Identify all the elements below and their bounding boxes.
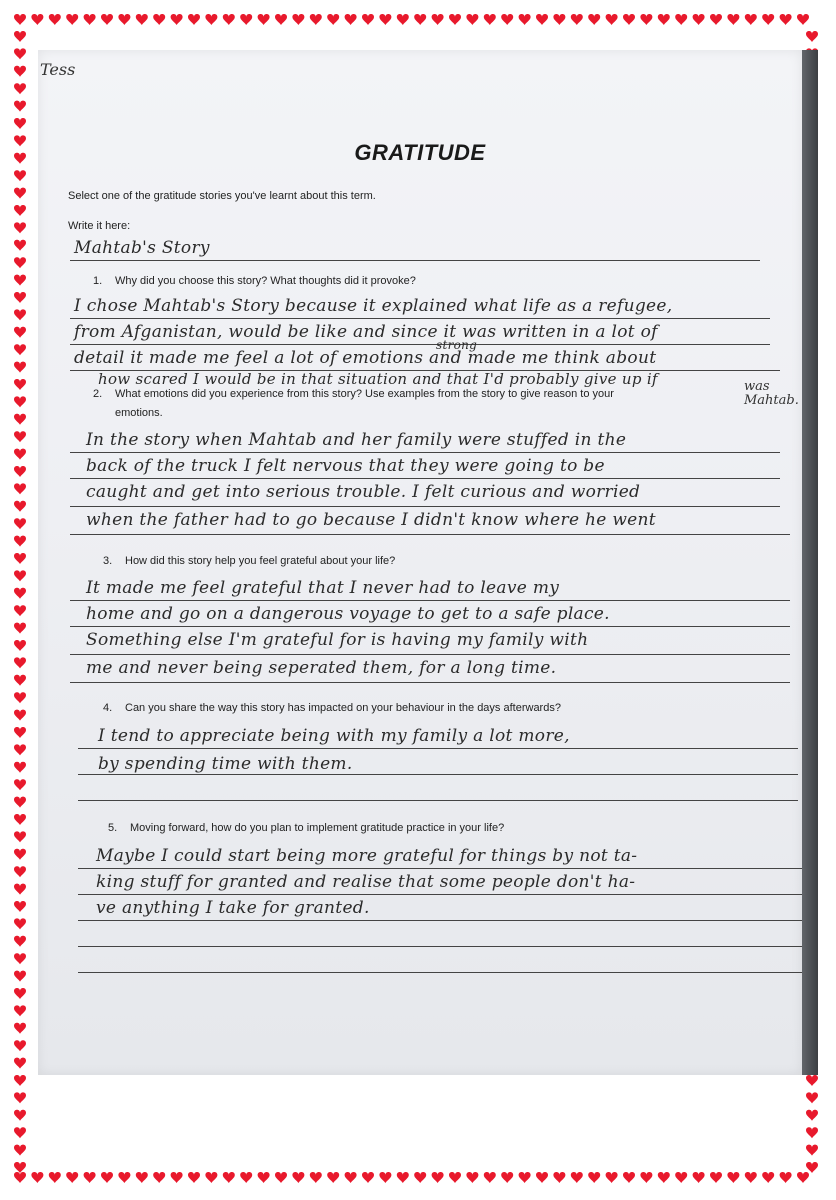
heart-icon: [14, 849, 26, 860]
heart-icon: [14, 1162, 26, 1173]
heart-icon: [14, 1092, 26, 1103]
answer-line: [78, 946, 802, 947]
heart-icon: [14, 1145, 26, 1156]
heart-icon: [588, 1172, 600, 1183]
heart-icon: [745, 1172, 757, 1183]
heart-icon: [14, 222, 26, 233]
q3-answer-line-3: Something else I'm grateful for is having my family with: [86, 630, 589, 650]
heart-icon: [14, 744, 26, 755]
heart-icon: [49, 14, 61, 25]
heart-icon: [14, 1058, 26, 1069]
heart-icon: [432, 1172, 444, 1183]
heart-icon: [14, 797, 26, 808]
heart-icon: [745, 14, 757, 25]
heart-icon: [397, 1172, 409, 1183]
q3-answer-line-2: home and go on a dangerous voyage to get to a safe place.: [86, 604, 610, 624]
heart-icon: [14, 66, 26, 77]
heart-icon: [14, 588, 26, 599]
heart-icon: [223, 1172, 235, 1183]
heart-icon: [136, 1172, 148, 1183]
heart-icon: [310, 14, 322, 25]
heart-icon: [553, 14, 565, 25]
answer-line: [70, 478, 780, 479]
heart-icon: [14, 118, 26, 129]
heart-icon: [49, 1172, 61, 1183]
heart-icon: [14, 170, 26, 181]
heart-icon: [14, 14, 26, 25]
q3-answer-line-4: me and never being seperated them, for a long time.: [86, 658, 557, 678]
heart-icon: [623, 14, 635, 25]
q5-answer-line-2: king stuff for granted and realise that some people don't ha-: [96, 872, 636, 892]
heart-icon: [379, 1172, 391, 1183]
answer-line: [70, 600, 790, 601]
q3-answer-line-1: It made me feel grateful that I never had to leave my: [86, 578, 560, 598]
heart-icon: [14, 675, 26, 686]
heart-icon: [571, 14, 583, 25]
q5-answer-line-3: ve anything I take for granted.: [96, 898, 370, 918]
heart-icon: [205, 14, 217, 25]
heart-icon: [806, 31, 818, 42]
heart-icon: [780, 14, 792, 25]
heart-icon: [188, 14, 200, 25]
heart-icon: [14, 292, 26, 303]
heart-icon: [14, 1110, 26, 1121]
heart-icon: [14, 327, 26, 338]
heart-icon: [327, 14, 339, 25]
heart-icon: [466, 14, 478, 25]
answer-line: [78, 868, 802, 869]
q4-answer-line-2: by spending time with them.: [98, 754, 353, 774]
heart-icon: [101, 1172, 113, 1183]
question-4: 4. Can you share the way this story has impacted on your behaviour in the days afterwards?: [103, 702, 561, 714]
heart-icon: [806, 1092, 818, 1103]
heart-icon: [14, 1127, 26, 1138]
heart-icon: [14, 623, 26, 634]
write-label: Write it here:: [68, 220, 131, 232]
heart-icon: [806, 1075, 818, 1086]
heart-icon: [806, 1110, 818, 1121]
heart-icon: [606, 1172, 618, 1183]
heart-icon: [14, 831, 26, 842]
heart-icon: [14, 518, 26, 529]
worksheet-title: GRATITUDE: [354, 140, 486, 165]
heart-icon: [101, 14, 113, 25]
heart-icon: [14, 570, 26, 581]
heart-icon: [292, 14, 304, 25]
heart-icon: [14, 344, 26, 355]
heart-icon: [14, 83, 26, 94]
heart-icon: [501, 14, 513, 25]
heart-icon: [501, 1172, 513, 1183]
heart-icon: [449, 1172, 461, 1183]
worksheet-photo: [38, 50, 802, 1075]
story-answer: Mahtab's Story: [74, 238, 210, 258]
heart-icon: [362, 14, 374, 25]
answer-line: [78, 894, 802, 895]
heart-icon: [14, 135, 26, 146]
q1-answer-line-1: I chose Mahtab's Story because it explained what life as a refugee,: [74, 296, 673, 316]
answer-line: [70, 452, 780, 453]
heart-icon: [14, 396, 26, 407]
heart-icon: [640, 14, 652, 25]
heart-icon: [14, 1075, 26, 1086]
heart-icon: [623, 1172, 635, 1183]
heart-icon: [606, 14, 618, 25]
heart-icon: [66, 14, 78, 25]
heart-icon: [571, 1172, 583, 1183]
heart-icon: [536, 14, 548, 25]
q2-answer-line-1: In the story when Mahtab and her family were stuffed in the: [86, 430, 627, 450]
heart-icon: [258, 1172, 270, 1183]
heart-icon: [588, 14, 600, 25]
heart-icon: [14, 936, 26, 947]
answer-line: [70, 534, 790, 535]
heart-icon: [14, 727, 26, 738]
heart-icon: [449, 14, 461, 25]
heart-icon: [14, 553, 26, 564]
heart-icon: [14, 692, 26, 703]
heart-icon: [14, 188, 26, 199]
heart-icon: [84, 14, 96, 25]
heart-icon: [806, 1145, 818, 1156]
heart-icon: [84, 1172, 96, 1183]
heart-icon: [675, 1172, 687, 1183]
answer-line: [78, 800, 798, 801]
q1-margin-note: was Mahtab.: [744, 379, 799, 408]
heart-icon: [14, 1023, 26, 1034]
answer-line: [70, 506, 780, 507]
heart-icon: [345, 14, 357, 25]
heart-icon: [14, 240, 26, 251]
heart-icon: [14, 988, 26, 999]
answer-line: [78, 774, 798, 775]
question-2-continued: emotions.: [115, 407, 163, 419]
heart-icon: [14, 431, 26, 442]
heart-icon: [275, 1172, 287, 1183]
q1-insertion: strong: [436, 338, 478, 352]
q5-answer-line-1: Maybe I could start being more grateful for things by not ta-: [96, 846, 638, 866]
heart-icon: [432, 14, 444, 25]
heart-icon: [762, 14, 774, 25]
heart-icon: [553, 1172, 565, 1183]
heart-icon: [14, 657, 26, 668]
student-name: Tess: [40, 60, 76, 79]
answer-line: [78, 972, 802, 973]
heart-icon: [14, 153, 26, 164]
heart-icon: [797, 14, 809, 25]
heart-icon: [519, 1172, 531, 1183]
heart-icon: [14, 953, 26, 964]
heart-icon: [14, 275, 26, 286]
heart-icon: [14, 101, 26, 112]
heart-icon: [14, 918, 26, 929]
heart-icon: [693, 14, 705, 25]
heart-icon: [14, 536, 26, 547]
answer-line: [70, 682, 790, 683]
heart-icon: [205, 1172, 217, 1183]
heart-icon: [327, 1172, 339, 1183]
heart-icon: [484, 14, 496, 25]
heart-icon: [14, 779, 26, 790]
answer-line: [70, 626, 790, 627]
heart-icon: [414, 1172, 426, 1183]
heart-icon: [658, 14, 670, 25]
heart-icon: [345, 1172, 357, 1183]
heart-icon: [153, 14, 165, 25]
answer-line: [70, 344, 770, 345]
heart-icon: [14, 501, 26, 512]
heart-icon: [806, 1127, 818, 1138]
heart-icon: [797, 1172, 809, 1183]
heart-icon: [14, 605, 26, 616]
instruction-text: Select one of the gratitude stories you've learnt about this term.: [68, 190, 376, 202]
heart-icon: [14, 762, 26, 773]
q1-answer-line-3: detail it made me feel a lot of emotions and made me think about: [74, 348, 657, 368]
heart-icon: [14, 466, 26, 477]
heart-icon: [727, 1172, 739, 1183]
heart-icon: [397, 14, 409, 25]
heart-icon: [414, 14, 426, 25]
q2-answer-line-2: back of the truck I felt nervous that they were going to be: [86, 456, 605, 476]
heart-icon: [14, 257, 26, 268]
heart-icon: [171, 14, 183, 25]
heart-icon: [14, 483, 26, 494]
heart-icon: [310, 1172, 322, 1183]
heart-icon: [727, 14, 739, 25]
heart-icon: [379, 14, 391, 25]
question-2: 2. What emotions did you experience from this story? Use examples from the story to give reason to your: [93, 388, 614, 400]
heart-icon: [14, 901, 26, 912]
heart-icon: [292, 1172, 304, 1183]
heart-icon: [14, 31, 26, 42]
question-3: 3. How did this story help you feel grateful about your life?: [103, 555, 396, 567]
question-5: 5. Moving forward, how do you plan to implement gratitude practice in your life?: [108, 822, 505, 834]
question-1: 1. Why did you choose this story? What thoughts did it provoke?: [93, 275, 416, 287]
q1-answer-line-2: from Afganistan, would be like and since it was written in a lot of: [74, 322, 658, 342]
heart-icon: [362, 1172, 374, 1183]
heart-icon: [258, 14, 270, 25]
heart-icon: [14, 48, 26, 59]
answer-line: [70, 654, 790, 655]
heart-icon: [14, 710, 26, 721]
heart-icon: [14, 414, 26, 425]
heart-icon: [14, 309, 26, 320]
heart-icon: [710, 1172, 722, 1183]
heart-icon: [640, 1172, 652, 1183]
heart-icon: [171, 1172, 183, 1183]
heart-icon: [31, 14, 43, 25]
heart-icon: [275, 14, 287, 25]
heart-icon: [153, 1172, 165, 1183]
answer-line: [70, 260, 760, 261]
heart-icon: [14, 971, 26, 982]
q1-answer-line-4: how scared I would be in that situation and that I'd probably give up if: [98, 370, 658, 388]
heart-icon: [658, 1172, 670, 1183]
heart-icon: [710, 14, 722, 25]
heart-icon: [693, 1172, 705, 1183]
heart-icon: [519, 14, 531, 25]
answer-line: [78, 920, 802, 921]
heart-icon: [14, 449, 26, 460]
q4-answer-line-1: I tend to appreciate being with my family a lot more,: [98, 726, 570, 746]
heart-icon: [14, 640, 26, 651]
heart-icon: [240, 1172, 252, 1183]
heart-icon: [31, 1172, 43, 1183]
heart-icon: [136, 14, 148, 25]
heart-icon: [223, 14, 235, 25]
heart-icon: [675, 14, 687, 25]
heart-icon: [14, 1005, 26, 1016]
heart-icon: [14, 379, 26, 390]
heart-icon: [762, 1172, 774, 1183]
q2-answer-line-3: caught and get into serious trouble. I felt curious and worried: [86, 482, 641, 502]
answer-line: [70, 318, 770, 319]
heart-icon: [780, 1172, 792, 1183]
heart-icon: [188, 1172, 200, 1183]
heart-icon: [466, 1172, 478, 1183]
heart-icon: [806, 1162, 818, 1173]
heart-icon: [118, 1172, 130, 1183]
heart-icon: [536, 1172, 548, 1183]
q2-answer-line-4: when the father had to go because I didn't know where he went: [86, 510, 656, 530]
heart-icon: [66, 1172, 78, 1183]
answer-line: [78, 748, 798, 749]
heart-icon: [14, 1172, 26, 1183]
heart-icon: [484, 1172, 496, 1183]
heart-icon: [14, 362, 26, 373]
heart-icon: [118, 14, 130, 25]
heart-icon: [14, 1040, 26, 1051]
heart-icon: [14, 205, 26, 216]
heart-icon: [14, 814, 26, 825]
heart-icon: [240, 14, 252, 25]
heart-icon: [14, 884, 26, 895]
heart-icon: [14, 866, 26, 877]
